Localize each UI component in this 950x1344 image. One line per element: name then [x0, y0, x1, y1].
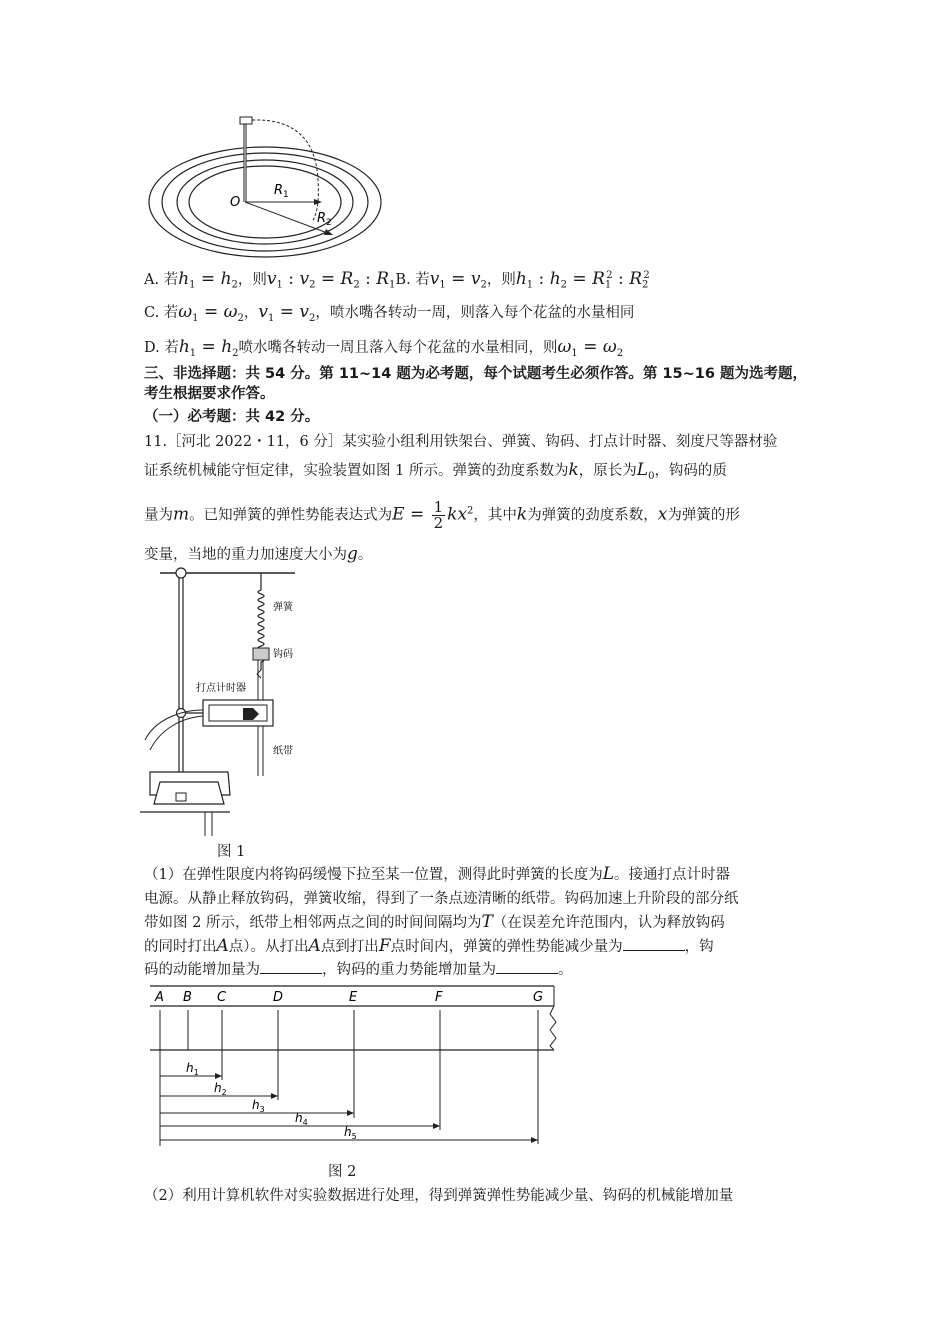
- fig2-caption: 图 2: [328, 1164, 357, 1180]
- section3-line1: 三、非选择题：共 54 分。第 11~14 题为必考题，每个试题考生必须作答。第 15~16 题为选考题，: [144, 366, 807, 382]
- q11-line3: 量为m。已知弹簧的弹性势能表达式为E = $\frac{1}{2}$ $kx^2$，其中k为弹簧的劲度系数，x为弹簧的形: [144, 498, 740, 532]
- h-label: $h_4$: [295, 1111, 308, 1127]
- label-timer: 打点计时器: [196, 683, 246, 694]
- option-a-mid: ，则: [237, 271, 267, 288]
- answer-blank-3[interactable]: [496, 961, 558, 974]
- label-r1-sub: 1: [283, 190, 289, 200]
- svg-text:R2: [317, 211, 332, 228]
- option-d: D. 若$h_1 = h_2$喷水嘴各转动一周且落入每个花盆的水量相同，则$\omega_1 = \omega_2$: [144, 337, 624, 359]
- option-d-text: 喷水嘴各转动一周且落入每个花盆的水量相同，则: [238, 340, 558, 356]
- h-arrow-head: [531, 1137, 538, 1143]
- q11-line2: 证系统机械能守恒定律，实验装置如图 1 所示。弹簧的劲度系数为k，原长为$L_0$，钩码的质: [144, 460, 727, 482]
- q11-line4: 变量，当地的重力加速度大小为g。: [144, 544, 373, 564]
- section3-sub: （一）必考题：共 42 分。: [144, 409, 320, 425]
- label-tape: 纸带: [273, 746, 293, 757]
- label-r2-sub: 2: [326, 218, 332, 228]
- tape-point-label: E: [349, 990, 358, 1005]
- weight: [253, 648, 269, 660]
- sprinkler-nozzle: [240, 117, 252, 124]
- tape-point-label: C: [217, 990, 227, 1005]
- h-label: $h_5$: [344, 1125, 357, 1141]
- h-arrow-head: [347, 1110, 354, 1116]
- option-a-prefix: A. 若: [144, 271, 179, 288]
- label-spring: 弹簧: [273, 602, 293, 613]
- option-c-prefix: C. 若: [144, 305, 179, 321]
- part2-line1: （2）利用计算机软件对实验数据进行处理，得到弹簧弹性势能减少量、钩码的机械能增加量: [144, 1188, 734, 1204]
- option-c-mid: ，: [243, 305, 259, 321]
- option-b-mid: ，则: [486, 271, 516, 288]
- part1-line3: 带如图 2 所示，纸带上相邻两点之间的时间间隔均为T（在误差允许范围内，认为释放钩码: [144, 912, 725, 932]
- h-label: $h_1$: [186, 1061, 199, 1077]
- h-arrow-head: [433, 1123, 440, 1129]
- option-ab: A. 若$h_1 = h_2$，则$v_1$ : $v_2 = R_2$ : $R_1B$. 若$v_1 = v_2$，则$h_1$ : $h_2 = R_1^2$ : $R_2^2$: [144, 268, 650, 291]
- option-b-prefix: B. 若: [395, 271, 430, 288]
- section3-line2: 考生根据要求作答。: [144, 386, 275, 402]
- h-arrow-head: [271, 1093, 278, 1099]
- svg-text:R1: [274, 183, 289, 200]
- apparatus-figure: [140, 560, 310, 840]
- label-o: O: [230, 195, 241, 210]
- tape-point-label: D: [273, 990, 284, 1005]
- tape-point-label: F: [435, 990, 443, 1005]
- option-c: C. 若$\omega_1 = \omega_2$，$v_1 = v_2$，喷水嘴各转动一周，则落入每个花盆的水量相同: [144, 302, 635, 324]
- label-r1: R: [274, 183, 284, 198]
- answer-blank-1[interactable]: [623, 938, 685, 951]
- h-label: $h_2$: [214, 1081, 227, 1097]
- part1-line1: （1）在弹性限度内将钩码缓慢下拉至某一位置，测得此时弹簧的长度为L。接通打点计时器: [144, 864, 731, 884]
- tape-point-label: G: [533, 990, 544, 1005]
- label-r2: R: [317, 211, 327, 226]
- option-c-text: ，喷水嘴各转动一周，则落入每个花盆的水量相同: [315, 305, 635, 321]
- tape-torn-edge: [550, 986, 556, 1050]
- fig1-caption: 图 1: [217, 844, 246, 860]
- part1-line4: 的同时打出A点）。从打出A点到打出F点时间内，弹簧的弹性势能减少量为 ，钩: [144, 936, 714, 956]
- tape-point-label: B: [183, 990, 192, 1005]
- option-d-prefix: D. 若: [144, 340, 179, 356]
- answer-blank-2[interactable]: [260, 961, 322, 974]
- part1-line5: 码的动能增加量为 ，钩码的重力势能增加量为 。: [144, 962, 573, 978]
- h-arrow-head: [215, 1073, 222, 1079]
- h-label: $h_3$: [252, 1098, 265, 1114]
- tape-point-label: A: [155, 990, 164, 1005]
- top-clamp: [176, 568, 186, 578]
- tape-figure: [140, 980, 560, 1160]
- q11-line1: 11.［河北 2022・11，6 分］某实验小组利用铁架台、弹簧、钩码、打点计时器、刻度尺等器材验: [144, 434, 778, 450]
- label-weight: 钩码: [273, 649, 293, 660]
- sprinkler-figure: [140, 110, 390, 260]
- water-trajectory: [252, 120, 318, 222]
- part1-line2: 电源。从静止释放钩码，弹簧收缩，得到了一条点迹清晰的纸带。钩码加速上升阶段的部分纸: [144, 891, 739, 907]
